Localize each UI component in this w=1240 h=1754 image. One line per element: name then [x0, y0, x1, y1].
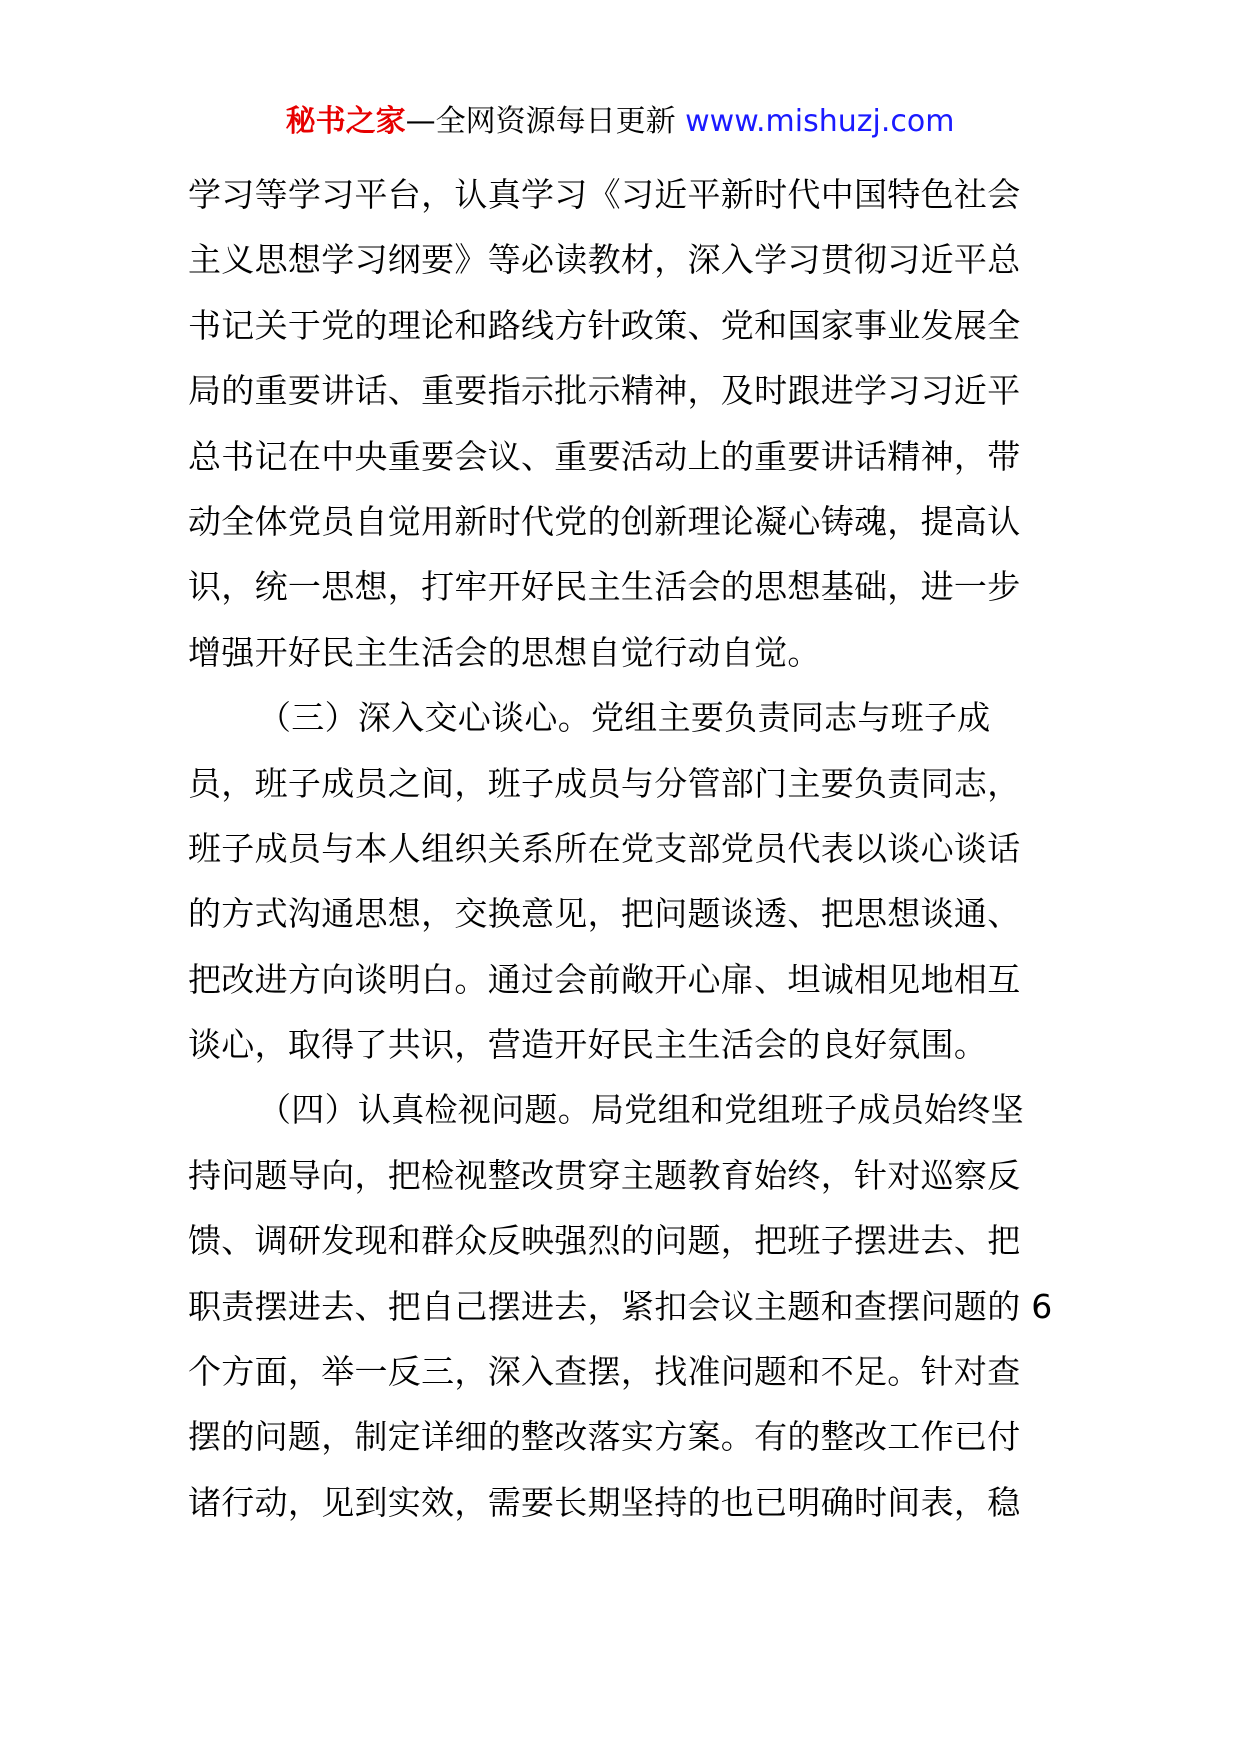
tagline: —全网资源每日更新 [405, 104, 686, 139]
site-watermark-header [0, 102, 1240, 142]
body-text-line: （四）认真检视问题。局党组和党组班子成员始终坚 [258, 1090, 1024, 1130]
body-text-line: 主义思想学习纲要》等必读教材，深入学习贯彻习近平总 [188, 240, 1021, 280]
body-text-line: 班子成员与本人组织关系所在党支部党员代表以谈心谈话 [188, 828, 1021, 868]
body-text-line: 个方面，举一反三，深入查摆，找准问题和不足。针对查 [188, 1352, 1021, 1392]
body-text-line: 谈心，取得了共识，营造开好民主生活会的良好氛围。 [188, 1025, 988, 1065]
body-text-line: 局的重要讲话、重要指示批示精神，及时跟进学习习近平 [188, 371, 1021, 411]
body-text-line: （三）深入交心谈心。党组主要负责同志与班子成 [258, 698, 991, 738]
body-text-line: 持问题导向，把检视整改贯穿主题教育始终，针对巡察反 [188, 1155, 1021, 1195]
body-text-line: 的方式沟通思想，交换意见，把问题谈透、把思想谈通、 [188, 894, 1021, 934]
body-text-line: 书记关于党的理论和路线方针政策、党和国家事业发展全 [188, 305, 1021, 345]
body-text-line: 摆的问题，制定详细的整改落实方案。有的整改工作已付 [188, 1417, 1021, 1457]
body-text-line: 诸行动，见到实效，需要长期坚持的也已明确时间表，稳 [188, 1482, 1021, 1522]
body-text-line: 增强开好民主生活会的思想自觉行动自觉。 [188, 632, 821, 672]
brand-name: 秘书之家 [285, 104, 406, 139]
body-text-line: 识，统一思想，打牢开好民主生活会的思想基础，进一步 [188, 567, 1021, 607]
body-text-line: 职责摆进去、把自己摆进去，紧扣会议主题和查摆问题的 6 [188, 1286, 1053, 1326]
body-text-line: 学习等学习平台，认真学习《习近平新时代中国特色社会 [188, 175, 1021, 214]
body-text-line: 把改进方向谈明白。通过会前敞开心扉、坦诚相见地相互 [188, 959, 1021, 999]
body-text-line: 员，班子成员之间，班子成员与分管部门主要负责同志， [188, 763, 1021, 803]
document-body [188, 162, 1058, 1535]
body-text-line: 馈、调研发现和群众反映强烈的问题，把班子摆进去、把 [188, 1221, 1021, 1261]
body-text-line: 动全体党员自觉用新时代党的创新理论凝心铸魂，提高认 [188, 501, 1021, 541]
website-url: www.mishuzj.com [685, 104, 955, 139]
body-text-line: 总书记在中央重要会议、重要活动上的重要讲话精神，带 [188, 436, 1021, 476]
